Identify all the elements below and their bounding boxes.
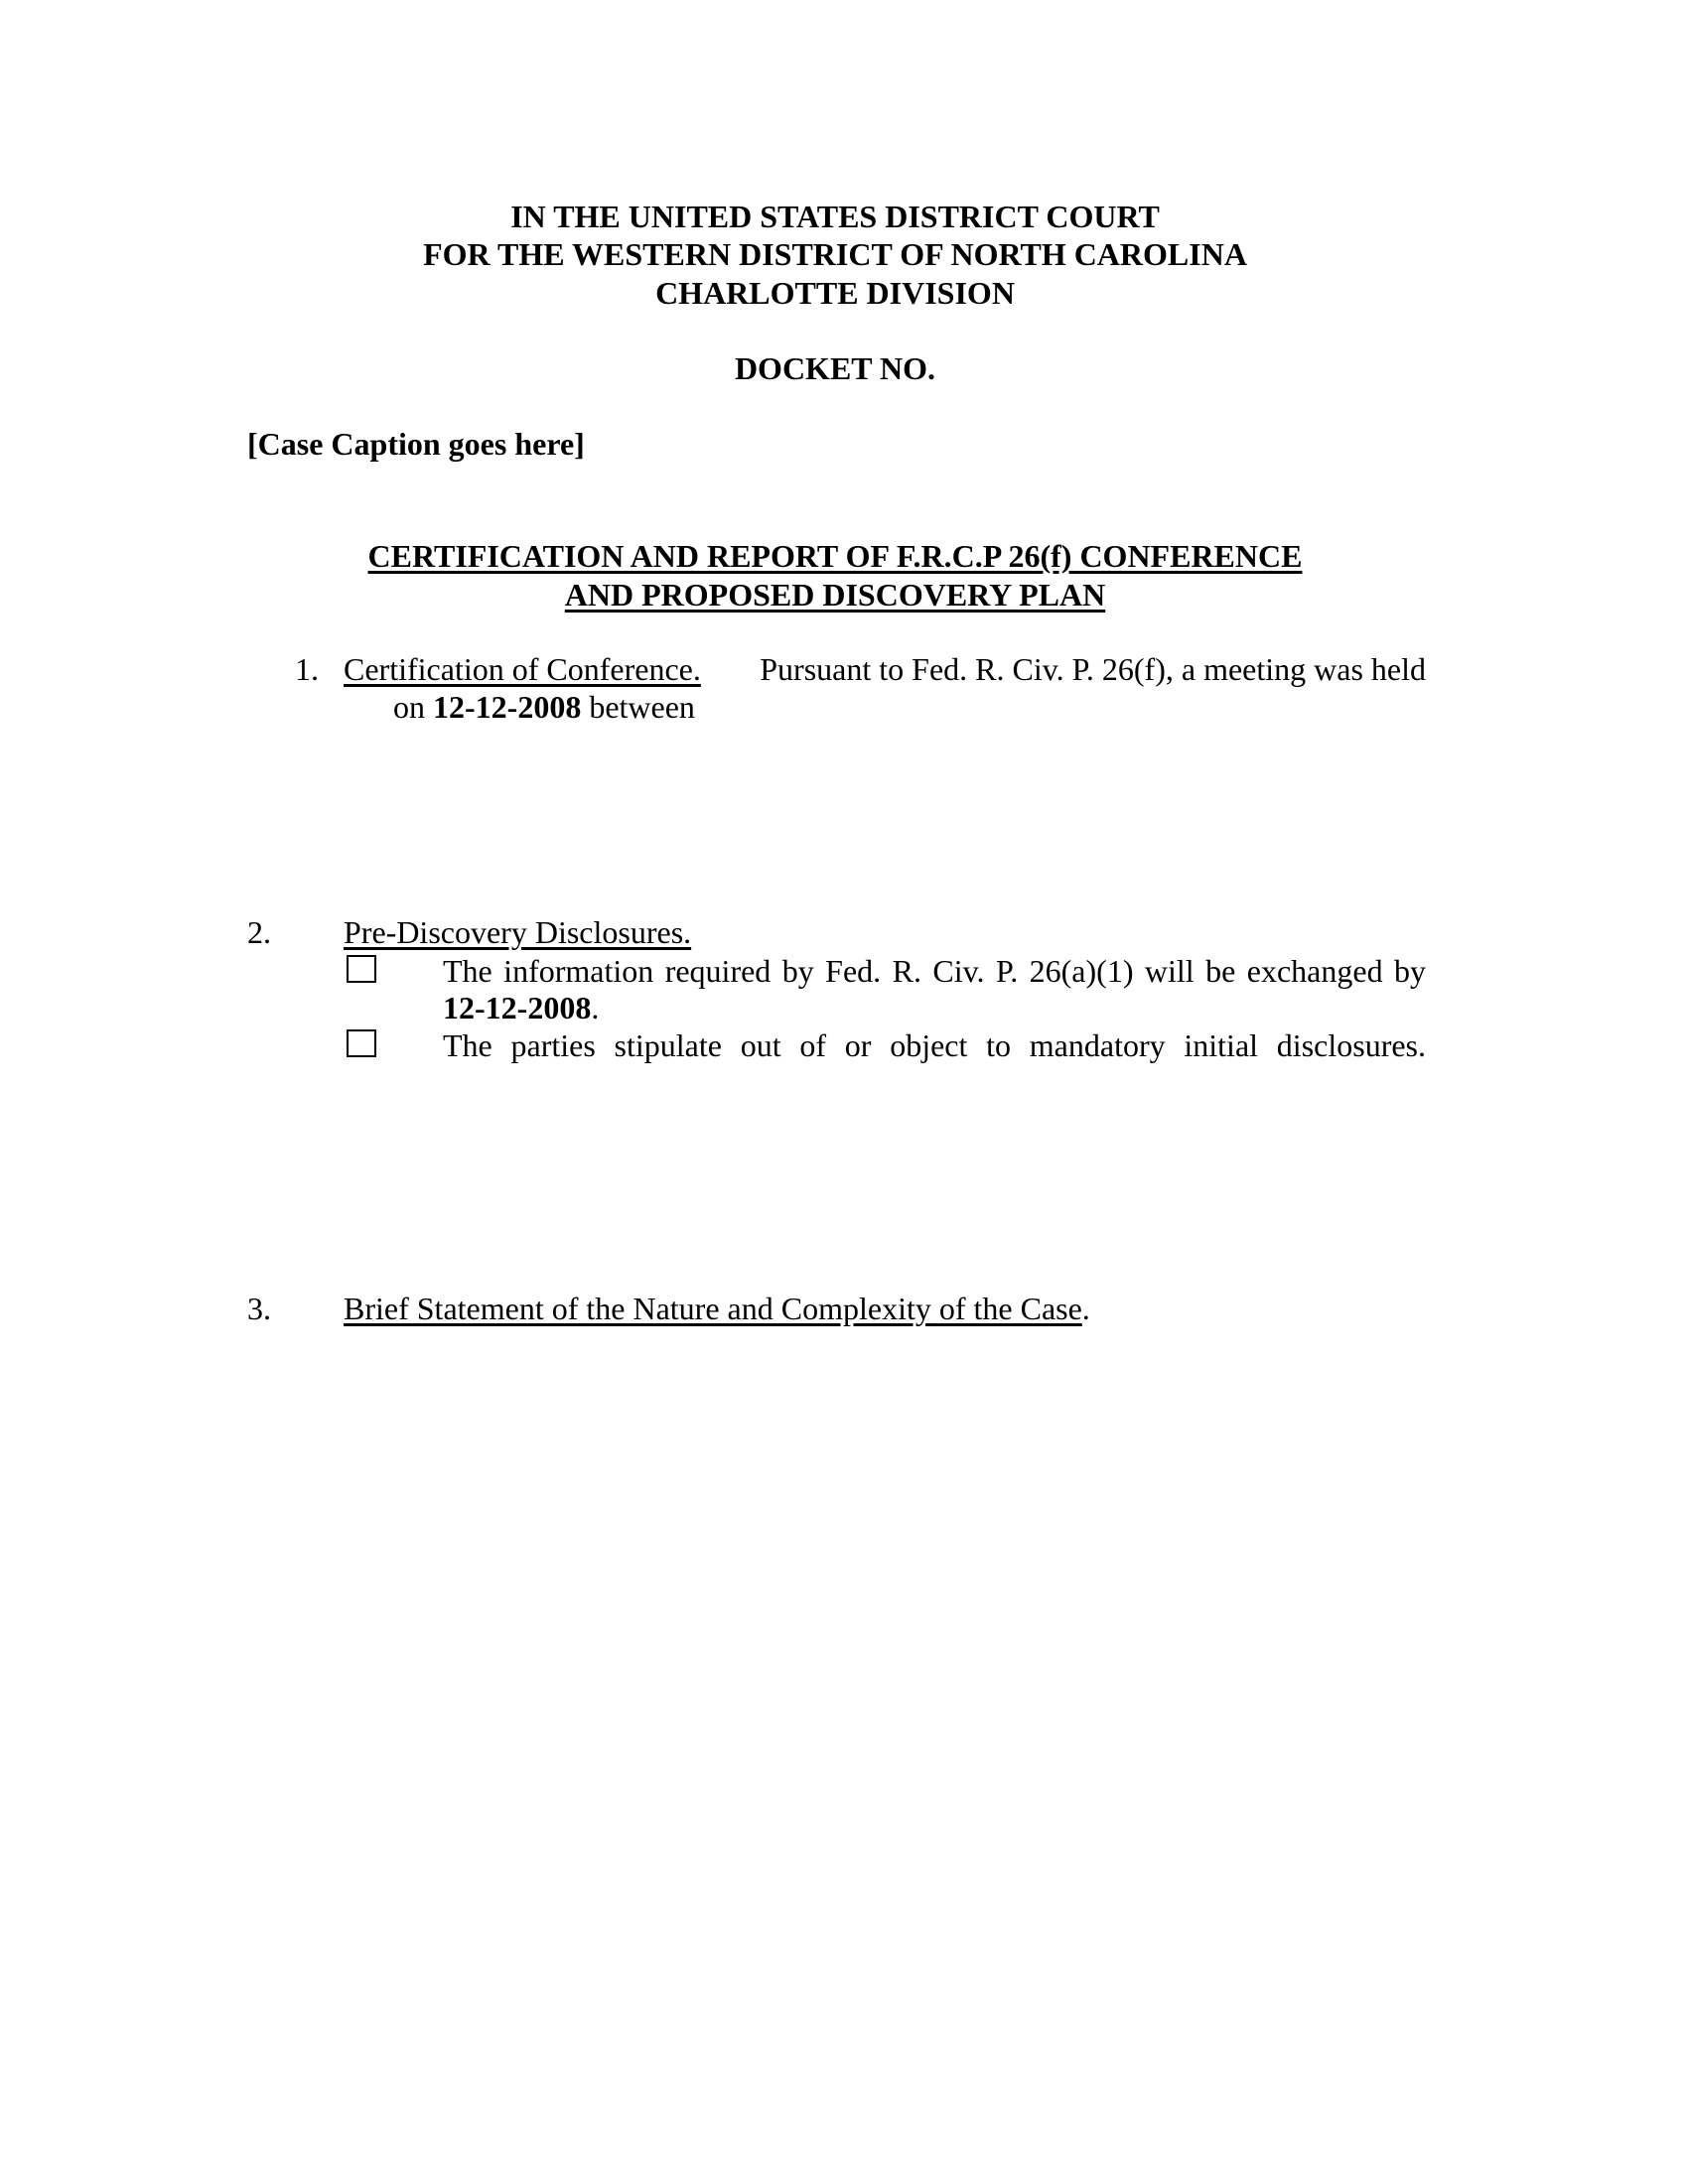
option-label: The information required by Fed. R. Civ. P. 26(a)(1) will be exchanged by [443,953,1426,989]
section-text: Pursuant to Fed. R. Civ. P. 26(f), a meeting was held [760,651,1426,687]
document-title-line-2: AND PROPOSED DISCOVERY PLAN [564,577,1106,613]
section-heading: Brief Statement of the Nature and Complexity of the Case [344,1291,1082,1326]
section-number: 2. [247,914,271,950]
section-1-line-2 [393,688,695,726]
option-date-line [443,989,599,1026]
disclosure-exchange-checkbox[interactable] [347,955,376,983]
punctuation: . [1081,1291,1090,1326]
section-number: 3. [247,1291,271,1326]
exchange-date: 12-12-2008 [443,990,592,1025]
option-text [443,952,1426,990]
punctuation: . [591,990,600,1025]
meeting-date: 12-12-2008 [433,689,582,725]
court-division: CHARLOTTE DIVISION [655,275,1015,311]
court-name-line-1: IN THE UNITED STATES DISTRICT COURT [510,199,1160,234]
section-heading-line [344,1290,1090,1327]
text: between [589,689,695,725]
section-heading: Certification of Conference. [344,651,701,687]
docket-number-label: DOCKET NO. [734,350,936,386]
case-caption: [Case Caption goes here] [247,426,585,462]
section-heading: Pre-Discovery Disclosures. [344,914,692,950]
option-label: The parties stipulate out of or object to mandatory initial disclosures. [443,1027,1426,1063]
section-number: 1. [295,651,319,687]
text: on [393,689,425,725]
section-1-line-1 [344,650,1426,688]
document-title-line-1: CERTIFICATION AND REPORT OF F.R.C.P 26(f) CONFERENCE [367,538,1303,574]
court-name-line-2: FOR THE WESTERN DISTRICT OF NORTH CAROLINA [423,236,1247,272]
stipulate-object-checkbox[interactable] [347,1029,376,1057]
